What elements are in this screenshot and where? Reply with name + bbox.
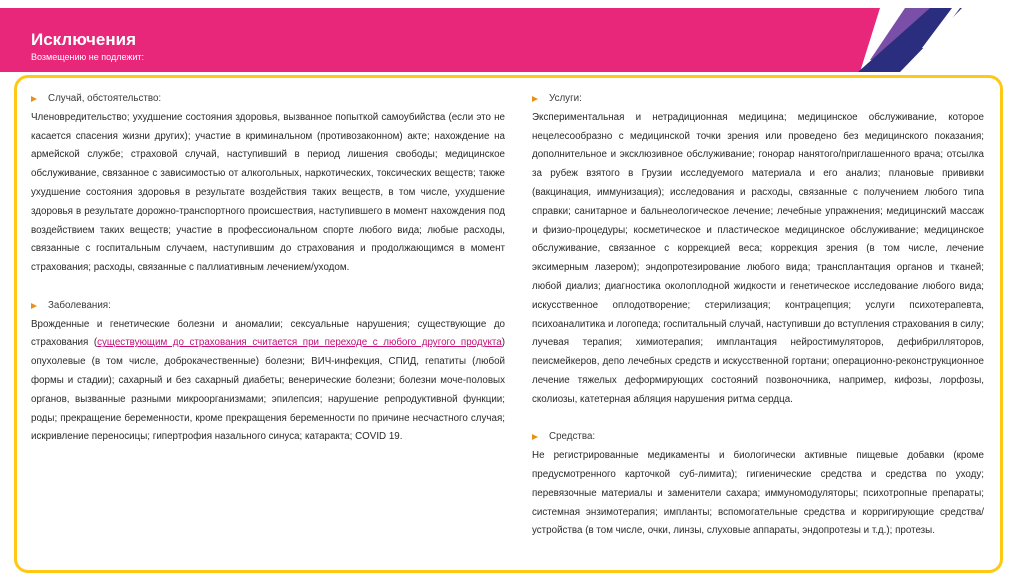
section-means-title: Средства:: [549, 431, 596, 443]
section-case-header: [31, 90, 505, 109]
right-column: [532, 90, 984, 541]
section-means-text: Не регистрированные медикаменты и биологически активные пищевые добавки (кроме предусмотренного карточкой суб-лимита); гигиенические средства и средства по уходу; перевязочные материалы и заменители сахара; иммуномодуляторы; психотропные препараты; системная энзимотерапия; импланты; вспомогательные средства и корригирующие средства/устройства (в том числе, очки, линзы, слуховые аппараты, эндопротезы и т.д.); протезы.: [532, 450, 984, 537]
bullet-arrow-icon: [532, 434, 538, 440]
page-title: Исключения: [31, 30, 137, 49]
header-banner: [0, 0, 1024, 78]
section-services-header: [532, 90, 984, 109]
bullet-arrow-icon: [532, 96, 538, 102]
section-case-title: Случай, обстоятельство:: [48, 93, 162, 104]
section-disease-text: [31, 316, 505, 448]
section-means-header: [532, 428, 984, 447]
corner-stripes: [0, 0, 1024, 80]
disease-text-before: Врожденные и генетические болезни и аномалии; сексуальные нарушения; существующие до страхования (: [31, 318, 505, 349]
section-services-title: Услуги:: [549, 93, 582, 104]
bullet-arrow-icon: [31, 96, 37, 102]
section-disease-header: [31, 297, 505, 316]
bullet-arrow-icon: [31, 303, 37, 309]
section-services-text: Экспериментальная и нетрадиционная медицина; медицинское обслуживание, которое нецелесообразно с медицинской точки зрения или проведено без медицинского показания; дополнительное и эксклюзивное обслуживание; гонорар нанятого/приглашенного врача; отсылка за рубеж взятого в Грузии исследуемого материала и его анализ; плановые прививки (вакцинация, иммунизация); исследования и расходы, связанные с получением любого типа справки; санитарное и бальнеологическое лечение; лечебные упражнения; медицинский массаж и физио-процедуры; косметическое и пластическое медицинское обслуживание; медицинское обслуживание, связанное с коррекцией веса; коррекция зрения (в том числе, лечение эксимерным лазером); эндопротезирование любого вида; трансплантация органов и тканей; любой диализ; диагностика околоплодной жидкости и генетическое исследование любого вида; искусственное оплодотворение; стерилизация; контрацепция; услуги психотерапевта, психоаналитика и логопеда; госпитальный случай, наступивши до вступления страхования в силу; лучевая терапия; химиотерапия; имплантация нейростимуляторов, дефибрилляторов, пеисмейкеров, депо лечебных средств и искусственной гортани; операционно-реконструкционное лечение тяжелых деформирующих состояний позвоночника, например, кифозы, лорфозы, сколиозы, катетерная абляция нарушения ритма сердца.: [532, 111, 984, 405]
section-case-text: Членовредительство; ухудшение состояния здоровья, вызванное попыткой самоубийства (если это не касается спасения жизни других); участие в криминальном (противозаконном) акте; нахождение на армейской службе; страховой случай, наступивший в период лишения свободы; медицинское обслуживание, связанное с зависимостью от алкогольных, наркотических, токсических веществ; также ухудшение состояния здоровья в результате воздействия таких веществ, в том числе, ухудшение здоровья в результате дорожно-транспортного происшествия, наступившего в момент нахождения под воздействием таких веществ; участие в профессиональном спорте любого вида; любые расходы, связанные с госпитальным случаем, наступившим до страхования и продолжающимся в момент страхования; расходы, связанные с паллиативным лечением/уходом.: [31, 111, 505, 274]
disease-text-after: ) опухолевые (в том числе, доброкачественные) болезни; ВИЧ-инфекция, СПИД, гепатиты (любой формы и стадии); сахарный и без сахарный диабеты; венерические болезни; болезни моче-половых органов, вызванные разными микроорганизмами; эпилепсия; нарушение репродуктивной функции; роды; прекращение беременности, кроме прекращения беременности по причине несчастного случая; искривление переносицы; гипертрофия назального синуса; катаракта; COVID 19.: [31, 337, 505, 443]
section-disease-title: Заболевания:: [48, 299, 111, 311]
content-frame: [14, 75, 1003, 573]
page-subtitle: Возмещению не подлежит:: [31, 52, 145, 62]
disease-text-highlight: существующим до страхования считается при переходе с любого другого продукта: [97, 337, 502, 349]
left-column: [31, 90, 505, 447]
